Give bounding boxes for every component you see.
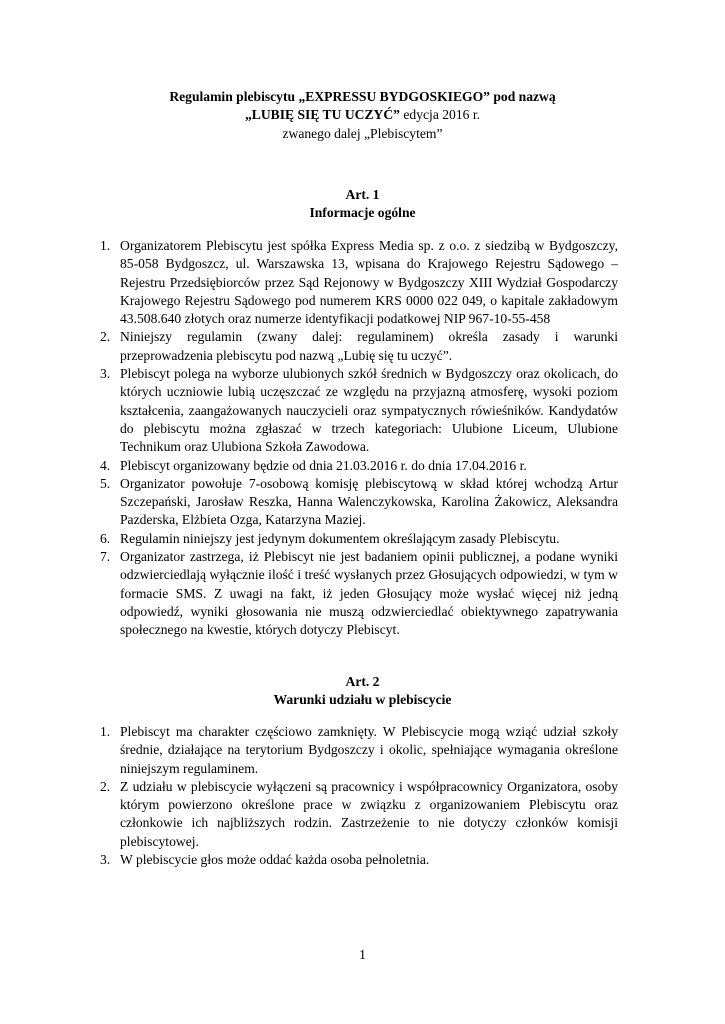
item-text: Regulamin niniejszy jest jedynym dokumentem określającym zasady Plebiscytu. (120, 530, 560, 546)
art1-item-5 (100, 475, 618, 530)
item-text: Z udziału w plebiscycie wyłączeni są pracownicy i współpracownicy Organizatora, osoby którym powierzono określone prace w związku z organizowaniem Plebiscytu oraz członkowie ich najbliższych rodzin. Zastrzeżenie to nie dotyczy członków komisji plebiscytowej. (120, 778, 618, 849)
item-number: 1. (100, 724, 111, 739)
item-text: Niniejszy regulamin (zwany dalej: regulaminem) określa zasady i warunki przeprowadzenia plebiscytu pod nazwą „Lubię się tu uczyć”. (120, 329, 618, 363)
item-number: 4. (100, 457, 111, 473)
art1-item-3 (100, 365, 618, 456)
page-number: 1 (359, 947, 366, 962)
art1-item-7 (100, 548, 618, 639)
title-line-2 (100, 106, 625, 124)
title-plebiscite-name: „LUBIĘ SIĘ TU UCZYĆ” (244, 107, 400, 123)
art1-list (100, 237, 618, 640)
item-text: W plebiscycie głos może oddać każda osoba pełnoletnia. (120, 852, 430, 868)
item-number: 3. (100, 366, 111, 382)
item-number: 2. (100, 329, 111, 345)
title-line-3: zwanego dalej „Plebiscytem” (282, 125, 443, 141)
art2-item-2 (100, 778, 618, 851)
art1-item-6 (100, 530, 618, 548)
item-number: 3. (100, 852, 111, 868)
art1-item-1 (100, 237, 618, 328)
art2-list (100, 723, 618, 869)
item-number: 6. (100, 530, 111, 546)
art2-item-1 (100, 723, 618, 778)
title-edition: edycja 2016 r. (399, 107, 481, 123)
art2-item-3 (100, 851, 618, 869)
item-text: Organizator powołuje 7-osobową komisję plebiscytową w skład której wchodzą Artur Szczepański, Jarosław Reszka, Hanna Walenczykowska, Karolina Żakowicz, Aleksandra Pazderska, Elżbieta Ozga, Katarzyna Maziej. (120, 475, 618, 528)
art2-number: Art. 2 (345, 674, 380, 689)
art1-number: Art. 1 (345, 187, 380, 202)
art1-item-2 (100, 328, 618, 365)
art1-heading: Informacje ogólne (309, 205, 416, 221)
item-text: Plebiscyt ma charakter częściowo zamknięty. W Plebiscycie mogą wziąć udział szkoły średnie, działające na terytorium Bydgoszczy i okolic, spełniające wymagania określone niniejszym regulaminem. (120, 724, 618, 776)
document-title (100, 88, 625, 143)
art2-heading: Warunki udziału w plebiscycie (273, 692, 452, 708)
item-text: Organizator zastrzega, iż Plebiscyt nie jest badaniem opinii publicznej, a podane wyniki odzwierciedlają wyłącznie ilość i treść wysłanych przez Głosujących odpowiedzi, w tym w formacie SMS. Z uwagi na fakt, iż jeden Głosujący może wysłać więcej niż jedną odpowiedź, wyniki głosowania nie muszą odzwierciedlać obiektywnego zapatrywania społecznego na kwestie, których dotyczy Plebiscyt. (120, 549, 618, 638)
item-text: Organizatorem Plebiscytu jest spółka Express Media sp. z o.o. z siedzibą w Bydgoszczy, 85-058 Bydgoszcz, ul. Warszawska 13, wpisana do Krajowego Rejestru Sądowego – Rejestru Przedsiębiorców przez Sąd Rejonowy w Bydgoszczy XIII Wydział Gospodarczy Krajowego Rejestru Sądowego pod numerem KRS 0000 022 049, o kapitale zakładowym 43.508.640 złotych oraz numerze identyfikacji podatkowej NIP 967-10-55-458 (120, 238, 618, 327)
title-line-1: Regulamin plebiscytu „EXPRESSU BYDGOSKIEGO” pod nazwą (169, 89, 556, 104)
item-number: 7. (100, 549, 111, 565)
item-number: 5. (100, 475, 111, 491)
item-number: 2. (100, 778, 111, 794)
item-text: Plebiscyt organizowany będzie od dnia 21.03.2016 r. do dnia 17.04.2016 r. (120, 457, 527, 473)
art1-item-4 (100, 457, 618, 475)
item-number: 1. (100, 238, 111, 253)
art1-header (100, 186, 625, 223)
item-text: Plebiscyt polega na wyborze ulubionych szkół średnich w Bydgoszczy oraz okolicach, do których uczniowie lubią uczęszczać ze względu na przyjazną atmosferę, wysoki poziom kształcenia, zaangażowanych nauczycieli oraz sympatycznych rówieśników. Kandydatów do plebiscytu można zgłaszać w trzech kategoriach: Ulubione Liceum, Ulubione Technikum oraz Ulubiona Szkoła Zawodowa. (120, 366, 618, 455)
art2-header (100, 673, 625, 710)
